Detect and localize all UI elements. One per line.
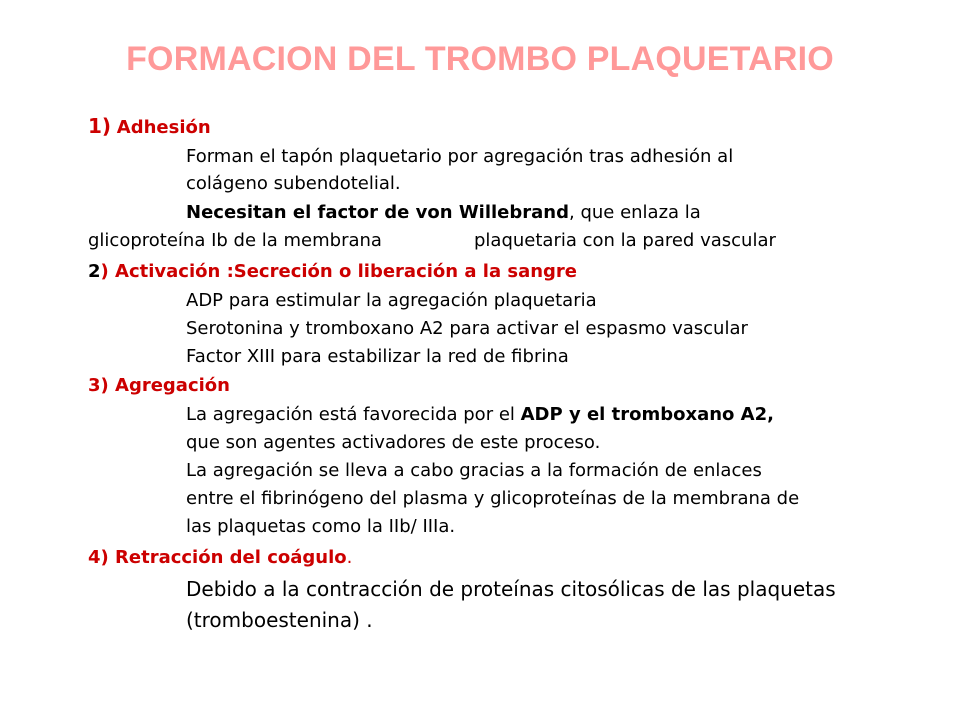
section-2-line-1: ADP para estimular la agregación plaquetaria — [186, 290, 597, 311]
section-3-line-5: las plaquetas como la IIb/ IIIa. — [186, 516, 456, 537]
slide-title: FORMACION DEL TROMBO PLAQUETARIO — [126, 40, 834, 78]
section-2-number: 2 — [88, 261, 101, 282]
section-1-line-2: colágeno subendotelial. — [186, 173, 401, 194]
section-1-heading — [88, 113, 211, 141]
plaquetaria-text: plaquetaria con la pared vascular — [474, 230, 776, 251]
section-4-title: 4) Retracción del coágulo — [88, 547, 347, 568]
section-1-line-4 — [88, 227, 382, 254]
section-1-line-1: Forman el tapón plaquetario por agregación tras adhesión al — [186, 146, 734, 167]
von-willebrand-tail: , que enlaza la — [569, 202, 701, 223]
section-3-line-1 — [186, 401, 774, 428]
agregacion-pre: La agregación está favorecida por el — [186, 404, 521, 425]
section-2-line-2: Serotonina y tromboxano A2 para activar el espasmo vascular — [186, 318, 748, 339]
section-3-line-4: entre el fibrinógeno del plasma y glicoproteínas de la membrana de — [186, 488, 800, 509]
section-2-title: ) Activación :Secreción o liberación a la sangre — [100, 261, 577, 282]
section-1-number: 1) — [88, 114, 112, 138]
section-4-line-1: Debido a la contracción de proteínas citosólicas de las plaquetas — [186, 577, 836, 601]
section-3-line-2: que son agentes activadores de este proceso. — [186, 432, 601, 453]
section-2-heading — [88, 258, 577, 285]
glicoproteina-text: glicoproteína Ib de la membrana — [88, 230, 382, 251]
von-willebrand-phrase: Necesitan el factor de von Willebrand — [186, 202, 569, 223]
section-1-line-4-cont — [474, 227, 776, 254]
section-2-line-3: Factor XIII para estabilizar la red de fibrina — [186, 346, 569, 367]
section-4-heading — [88, 544, 352, 571]
section-4-period: . — [346, 547, 353, 568]
adp-tromboxano-phrase: ADP y el tromboxano A2, — [520, 404, 774, 425]
section-1-line-3 — [186, 199, 701, 226]
section-3-heading: 3) Agregación — [88, 375, 230, 396]
section-3-line-3: La agregación se lleva a cabo gracias a la formación de enlaces — [186, 460, 762, 481]
section-4-line-2: (tromboestenina) . — [186, 608, 373, 632]
section-1-title: Adhesión — [116, 117, 211, 138]
